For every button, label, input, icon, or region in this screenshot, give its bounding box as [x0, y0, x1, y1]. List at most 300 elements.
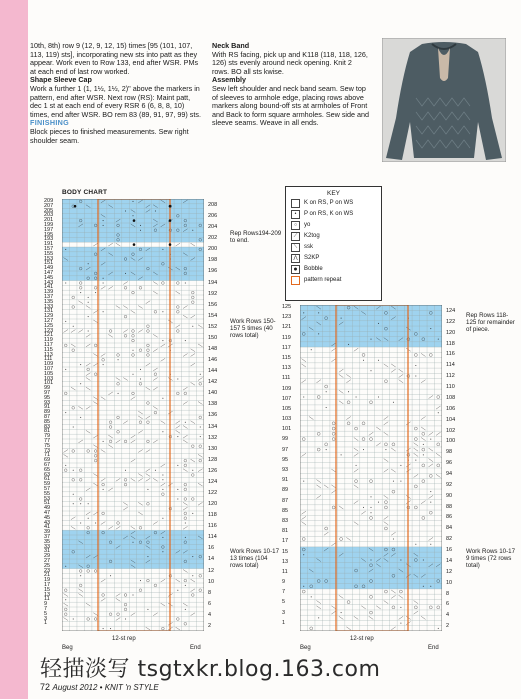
purl-mark: [371, 339, 372, 340]
row-number: 95: [44, 394, 51, 401]
k2tog-mark: [161, 358, 165, 361]
ssk-mark: [93, 483, 97, 486]
row-number: 21: [44, 572, 51, 579]
row-number: 47: [44, 510, 51, 516]
row-number: 6: [208, 600, 212, 607]
yo-mark: [102, 483, 105, 486]
k2tog-mark: [384, 422, 388, 425]
row-number: 122: [208, 490, 218, 496]
purl-mark: [311, 596, 312, 597]
yo-mark: [147, 440, 150, 443]
row-number: 123: [44, 327, 54, 334]
purl-mark: [400, 481, 401, 482]
row-number: 142: [208, 379, 218, 386]
row-number: 192: [208, 290, 218, 297]
purl-mark: [378, 397, 379, 398]
ssk-mark: [191, 579, 195, 582]
row-number: 208: [208, 202, 218, 208]
ssk-mark: [339, 374, 343, 377]
yo-mark: [199, 445, 202, 448]
k2tog-mark: [123, 282, 127, 285]
ssk-mark: [198, 325, 202, 328]
purl-mark: [400, 607, 401, 608]
purl-mark: [103, 628, 104, 629]
yo-mark: [64, 608, 67, 611]
row-number: 134: [208, 423, 218, 430]
yo-mark: [64, 344, 67, 347]
k2tog-mark: [331, 348, 335, 351]
yo-mark: [199, 574, 202, 577]
purl-mark: [371, 512, 372, 513]
purl-mark: [80, 383, 81, 384]
k2tog-mark: [146, 363, 150, 366]
yo-mark: [384, 527, 387, 530]
k2tog-mark: [414, 611, 418, 614]
yo-mark: [139, 382, 142, 385]
ssk-mark: [176, 430, 180, 433]
k2tog-mark: [131, 613, 135, 616]
yo-mark: [384, 443, 387, 446]
ssk-mark: [191, 421, 195, 424]
yo-mark: [94, 286, 97, 289]
purl-mark: [303, 312, 304, 313]
purl-mark: [185, 422, 186, 423]
row-number: 2: [208, 622, 212, 629]
ssk-mark: [183, 469, 187, 472]
yo-mark: [199, 589, 202, 592]
k2tog-mark: [131, 397, 135, 400]
ssk-mark: [153, 478, 157, 481]
ssk-mark: [123, 378, 127, 381]
yo-mark: [422, 516, 425, 519]
row-number: 88: [446, 503, 453, 510]
bobble-mark: [169, 243, 172, 246]
purl-mark: [430, 586, 431, 587]
row-number: 87: [282, 497, 289, 504]
ssk-mark: [71, 387, 75, 390]
row-number: 82: [446, 536, 453, 543]
row-number: 138: [208, 401, 218, 408]
k2tog-mark: [384, 516, 388, 519]
row-number: 118: [446, 340, 455, 347]
row-number: 16: [208, 545, 215, 552]
purl-mark: [147, 489, 148, 490]
row-number: 195: [44, 231, 54, 238]
k2tog-mark: [198, 502, 202, 505]
k2tog-mark: [354, 348, 358, 351]
purl-mark: [103, 283, 104, 284]
k2tog-mark: [429, 464, 433, 467]
purl-mark: [65, 566, 66, 567]
purl-mark: [65, 412, 66, 413]
row-number: 209: [44, 198, 54, 204]
yo-mark: [154, 584, 157, 587]
sleeve-chart-grid: [300, 305, 442, 631]
row-number: 49: [44, 505, 51, 512]
yo-mark: [184, 488, 187, 491]
ssk-mark: [138, 512, 142, 515]
row-number: 8: [208, 589, 212, 596]
row-number: 10: [446, 579, 453, 586]
ssk-mark: [63, 618, 67, 621]
k2tog-mark: [301, 511, 305, 514]
row-number: 203: [44, 212, 54, 219]
col1-paragraph: Block pieces to finished measurements. Sew right shoulder seam.: [30, 126, 189, 145]
purl-mark: [393, 402, 394, 403]
purl-mark: [185, 609, 186, 610]
row-number: 111: [44, 356, 53, 363]
yo-mark: [317, 432, 320, 435]
row-number: 73: [44, 447, 51, 454]
key-item: ○ yo: [291, 221, 310, 229]
yo-mark: [370, 611, 373, 614]
purl-mark: [356, 465, 357, 466]
k2tog-mark: [183, 387, 187, 390]
yo-mark: [191, 594, 194, 597]
row-number: 113: [44, 351, 53, 358]
row-number: 113: [282, 365, 291, 372]
ssk-mark: [146, 387, 150, 390]
yo-mark: [437, 464, 440, 467]
yo-mark: [117, 354, 120, 357]
yo-mark: [87, 526, 90, 529]
row-number: 108: [446, 394, 456, 401]
purl-mark: [103, 364, 104, 365]
row-number: 105: [44, 370, 54, 377]
purl-mark: [371, 496, 372, 497]
purl-mark: [423, 454, 424, 455]
ssk-mark: [331, 606, 335, 609]
k2tog-mark: [361, 511, 365, 514]
yo-mark: [184, 464, 187, 467]
yo-mark: [340, 538, 343, 541]
body-chart-title: BODY CHART: [62, 189, 108, 196]
ssk-mark: [414, 453, 418, 456]
yo-mark: [384, 590, 387, 593]
row-number: 37: [44, 534, 51, 540]
yo-mark: [64, 589, 67, 592]
yo-mark: [124, 478, 127, 481]
row-number: 15: [44, 586, 51, 593]
yo-mark: [184, 483, 187, 486]
row-number: 98: [446, 449, 453, 456]
k2tog-mark: [376, 443, 380, 446]
ssk-mark: [421, 438, 425, 441]
purl-mark: [88, 316, 89, 317]
row-number: 204: [208, 224, 218, 231]
yo-mark: [94, 570, 97, 573]
k2tog-mark: [93, 310, 97, 313]
k2tog-mark: [116, 478, 120, 481]
yo-mark: [64, 469, 67, 472]
purl-mark: [162, 551, 163, 552]
k2tog-mark: [176, 243, 180, 246]
watermark-text: 轻描淡写 tsgtxkr.blog.163.com: [40, 657, 381, 682]
k2tog-mark: [101, 579, 105, 582]
row-number: 1: [282, 619, 286, 626]
row-number: 149: [44, 265, 54, 272]
purl-mark: [80, 523, 81, 524]
k2tog-mark: [429, 537, 433, 540]
k2tog-mark: [354, 501, 358, 504]
bobble-mark: [74, 205, 77, 208]
yo-mark: [362, 422, 365, 425]
row-number: 63: [44, 471, 51, 478]
yo-mark: [310, 627, 313, 630]
yo-mark: [429, 606, 432, 609]
row-number: 83: [282, 517, 289, 524]
ssk-symbol-icon: ⟍: [291, 243, 300, 252]
ssk-mark: [301, 522, 305, 525]
key-title: KEY: [326, 190, 340, 197]
k2tog-mark: [146, 450, 150, 453]
ssk-mark: [384, 495, 388, 498]
yo-mark: [79, 498, 82, 501]
purl-mark: [371, 370, 372, 371]
ssk-mark: [339, 616, 343, 619]
purl-mark: [192, 470, 193, 471]
k2tog-mark: [384, 469, 388, 472]
purl-mark: [177, 590, 178, 591]
yo-mark: [79, 570, 82, 573]
row-number: 119: [282, 334, 291, 341]
purl-mark: [318, 312, 319, 313]
purl-mark: [348, 344, 349, 345]
row-number: 107: [44, 366, 54, 372]
ssk-mark: [399, 380, 403, 383]
ssk-mark: [384, 601, 388, 604]
ssk-mark: [346, 627, 350, 630]
ssk-mark: [176, 627, 180, 630]
ssk-mark: [131, 478, 135, 481]
yo-mark: [139, 526, 142, 529]
yo-mark: [132, 339, 135, 342]
body-chart-grid: [62, 199, 204, 631]
k2tog-mark: [331, 611, 335, 614]
ssk-mark: [153, 334, 157, 337]
purl-mark: [326, 407, 327, 408]
k2tog-mark: [101, 522, 105, 525]
ssk-mark: [93, 397, 97, 400]
purl-mark: [125, 273, 126, 274]
row-number: 3: [44, 615, 48, 622]
purl-mark: [140, 580, 141, 581]
yo-mark: [124, 286, 127, 289]
ssk-mark: [198, 402, 202, 405]
purl-mark: [80, 364, 81, 365]
row-number: 121: [44, 332, 54, 339]
purl-mark: [140, 379, 141, 380]
ssk-mark: [198, 344, 202, 347]
purl-mark: [103, 441, 104, 442]
row-number: 91: [282, 477, 289, 484]
k2tog-mark: [116, 440, 120, 443]
k2tog-mark: [399, 374, 403, 377]
ssk-mark: [436, 474, 440, 477]
ssk-mark: [93, 613, 97, 616]
k2tog-mark: [138, 430, 142, 433]
ssk-mark: [93, 474, 97, 477]
yo-mark: [102, 512, 105, 515]
col2-paragraph: Sew left shoulder and neck band seam. Sew top of sleeves to armhole edge, placing rows above markers along bound-off sts at armholes of Front and Back to form square armholes. Sew side and sleeve seams. Weave in all ends.: [212, 83, 370, 128]
yo-mark: [370, 595, 373, 598]
yo-mark: [117, 382, 120, 385]
purl-mark: [88, 331, 89, 332]
yo-mark: [117, 522, 120, 525]
purl-mark: [95, 292, 96, 293]
purl-mark: [341, 454, 342, 455]
k2tog-mark: [183, 526, 187, 529]
k2tog-mark: [86, 512, 90, 515]
purl-mark: [118, 359, 119, 360]
row-number: 153: [44, 255, 54, 262]
purl-mark: [162, 398, 163, 399]
ssk-mark: [116, 378, 120, 381]
row-number: 196: [208, 268, 218, 275]
ssk-mark: [161, 421, 165, 424]
yo-mark: [87, 368, 90, 371]
purl-mark: [155, 211, 156, 212]
ssk-mark: [376, 427, 380, 430]
purl-mark: [430, 439, 431, 440]
yo-mark: [72, 406, 75, 409]
row-number: 115: [282, 354, 291, 361]
yo-mark: [302, 438, 305, 441]
row-number: 84: [446, 525, 453, 532]
k2tog-mark: [436, 432, 440, 435]
purl-mark: [65, 599, 66, 600]
purl-mark: [326, 391, 327, 392]
purl-mark: [303, 481, 304, 482]
row-number: 13: [282, 558, 289, 565]
purl-mark: [378, 323, 379, 324]
purl-mark: [177, 465, 178, 466]
ssk-mark: [391, 590, 395, 593]
yo-mark: [132, 392, 135, 395]
row-number: 101: [282, 426, 292, 433]
ssk-mark: [331, 485, 335, 488]
k2tog-mark: [116, 594, 120, 597]
k2tog-mark: [183, 306, 187, 309]
row-number: 19: [44, 577, 51, 584]
ssk-mark: [339, 401, 343, 404]
yo-mark: [332, 432, 335, 435]
yo-mark: [191, 291, 194, 294]
yo-mark: [302, 538, 305, 541]
k2tog-mark: [146, 469, 150, 472]
ssk-mark: [183, 502, 187, 505]
yo-mark: [414, 438, 417, 441]
purl-mark: [80, 575, 81, 576]
purl-mark: [140, 369, 141, 370]
yo-mark: [176, 392, 179, 395]
ssk-mark: [78, 406, 82, 409]
yo-mark: [370, 480, 373, 483]
row-number: 5: [282, 599, 286, 606]
yo-mark: [384, 380, 387, 383]
yo-mark: [370, 516, 373, 519]
yo-mark: [199, 459, 202, 462]
ssk-mark: [86, 603, 90, 606]
yo-mark: [139, 589, 142, 592]
k2tog-mark: [108, 488, 112, 491]
yo-mark: [132, 330, 135, 333]
ssk-mark: [191, 459, 195, 462]
ssk-mark: [183, 570, 187, 573]
k2tog-mark: [198, 469, 202, 472]
row-number: 151: [44, 260, 54, 267]
ssk-mark: [123, 502, 127, 505]
body-12-st-rep-label: 12-st rep: [112, 636, 136, 642]
ssk-mark: [354, 616, 358, 619]
row-number: 81: [282, 528, 289, 535]
row-number: 25: [44, 562, 51, 569]
ssk-mark: [101, 450, 105, 453]
row-number: 97: [282, 446, 289, 453]
purl-mark: [103, 278, 104, 279]
purl-mark: [341, 612, 342, 613]
col2-paragraph: With RS facing, pick up and K118 (118, 118, 126, 126) sts evenly around neck opening. Knit 2 rows. BO all sts kwise.: [212, 49, 368, 76]
yo-mark: [399, 590, 402, 593]
row-number: 12: [208, 567, 215, 574]
yo-mark: [191, 474, 194, 477]
purl-mark: [133, 215, 134, 216]
purl-mark: [125, 211, 126, 212]
row-number: 71: [44, 452, 51, 459]
purl-mark: [200, 427, 201, 428]
row-number: 145: [44, 274, 54, 281]
k2tog-mark: [93, 512, 97, 515]
purl-mark: [162, 431, 163, 432]
row-number: 23: [44, 567, 51, 574]
purl-mark: [363, 360, 364, 361]
ssk-mark: [146, 627, 150, 630]
purl-mark: [162, 475, 163, 476]
purl-mark: [423, 586, 424, 587]
row-number: 94: [446, 471, 453, 477]
purl-mark: [65, 321, 66, 322]
k2tog-mark: [116, 618, 120, 621]
yo-mark: [437, 606, 440, 609]
purl-mark: [110, 575, 111, 576]
ssk-mark: [183, 315, 187, 318]
k2tog-mark: [369, 432, 373, 435]
k2tog-mark: [78, 330, 82, 333]
row-number: 33: [44, 543, 51, 550]
ssk-mark: [191, 243, 195, 246]
row-number: 93: [44, 399, 51, 406]
yo-mark: [332, 506, 335, 509]
ssk-mark: [183, 440, 187, 443]
purl-mark: [415, 544, 416, 545]
purl-mark: [430, 491, 431, 492]
yo-mark: [79, 584, 82, 587]
row-number: 114: [208, 534, 217, 541]
row-number: 7: [44, 606, 48, 612]
k2tog-mark: [153, 368, 157, 371]
bobble-symbol-icon: ●: [291, 265, 300, 274]
k2tog-mark: [116, 526, 120, 529]
key-item: ⟍ ssk: [291, 243, 313, 251]
sweater-photo: [382, 38, 506, 162]
purl-mark: [162, 518, 163, 519]
purl-mark: [133, 374, 134, 375]
yo-mark: [117, 430, 120, 433]
row-number: 97: [44, 390, 51, 396]
row-number: 35: [44, 538, 51, 545]
body-note-rep-rows: Rep Rows194-209 to end.: [230, 230, 282, 244]
row-number: 110: [446, 384, 455, 391]
